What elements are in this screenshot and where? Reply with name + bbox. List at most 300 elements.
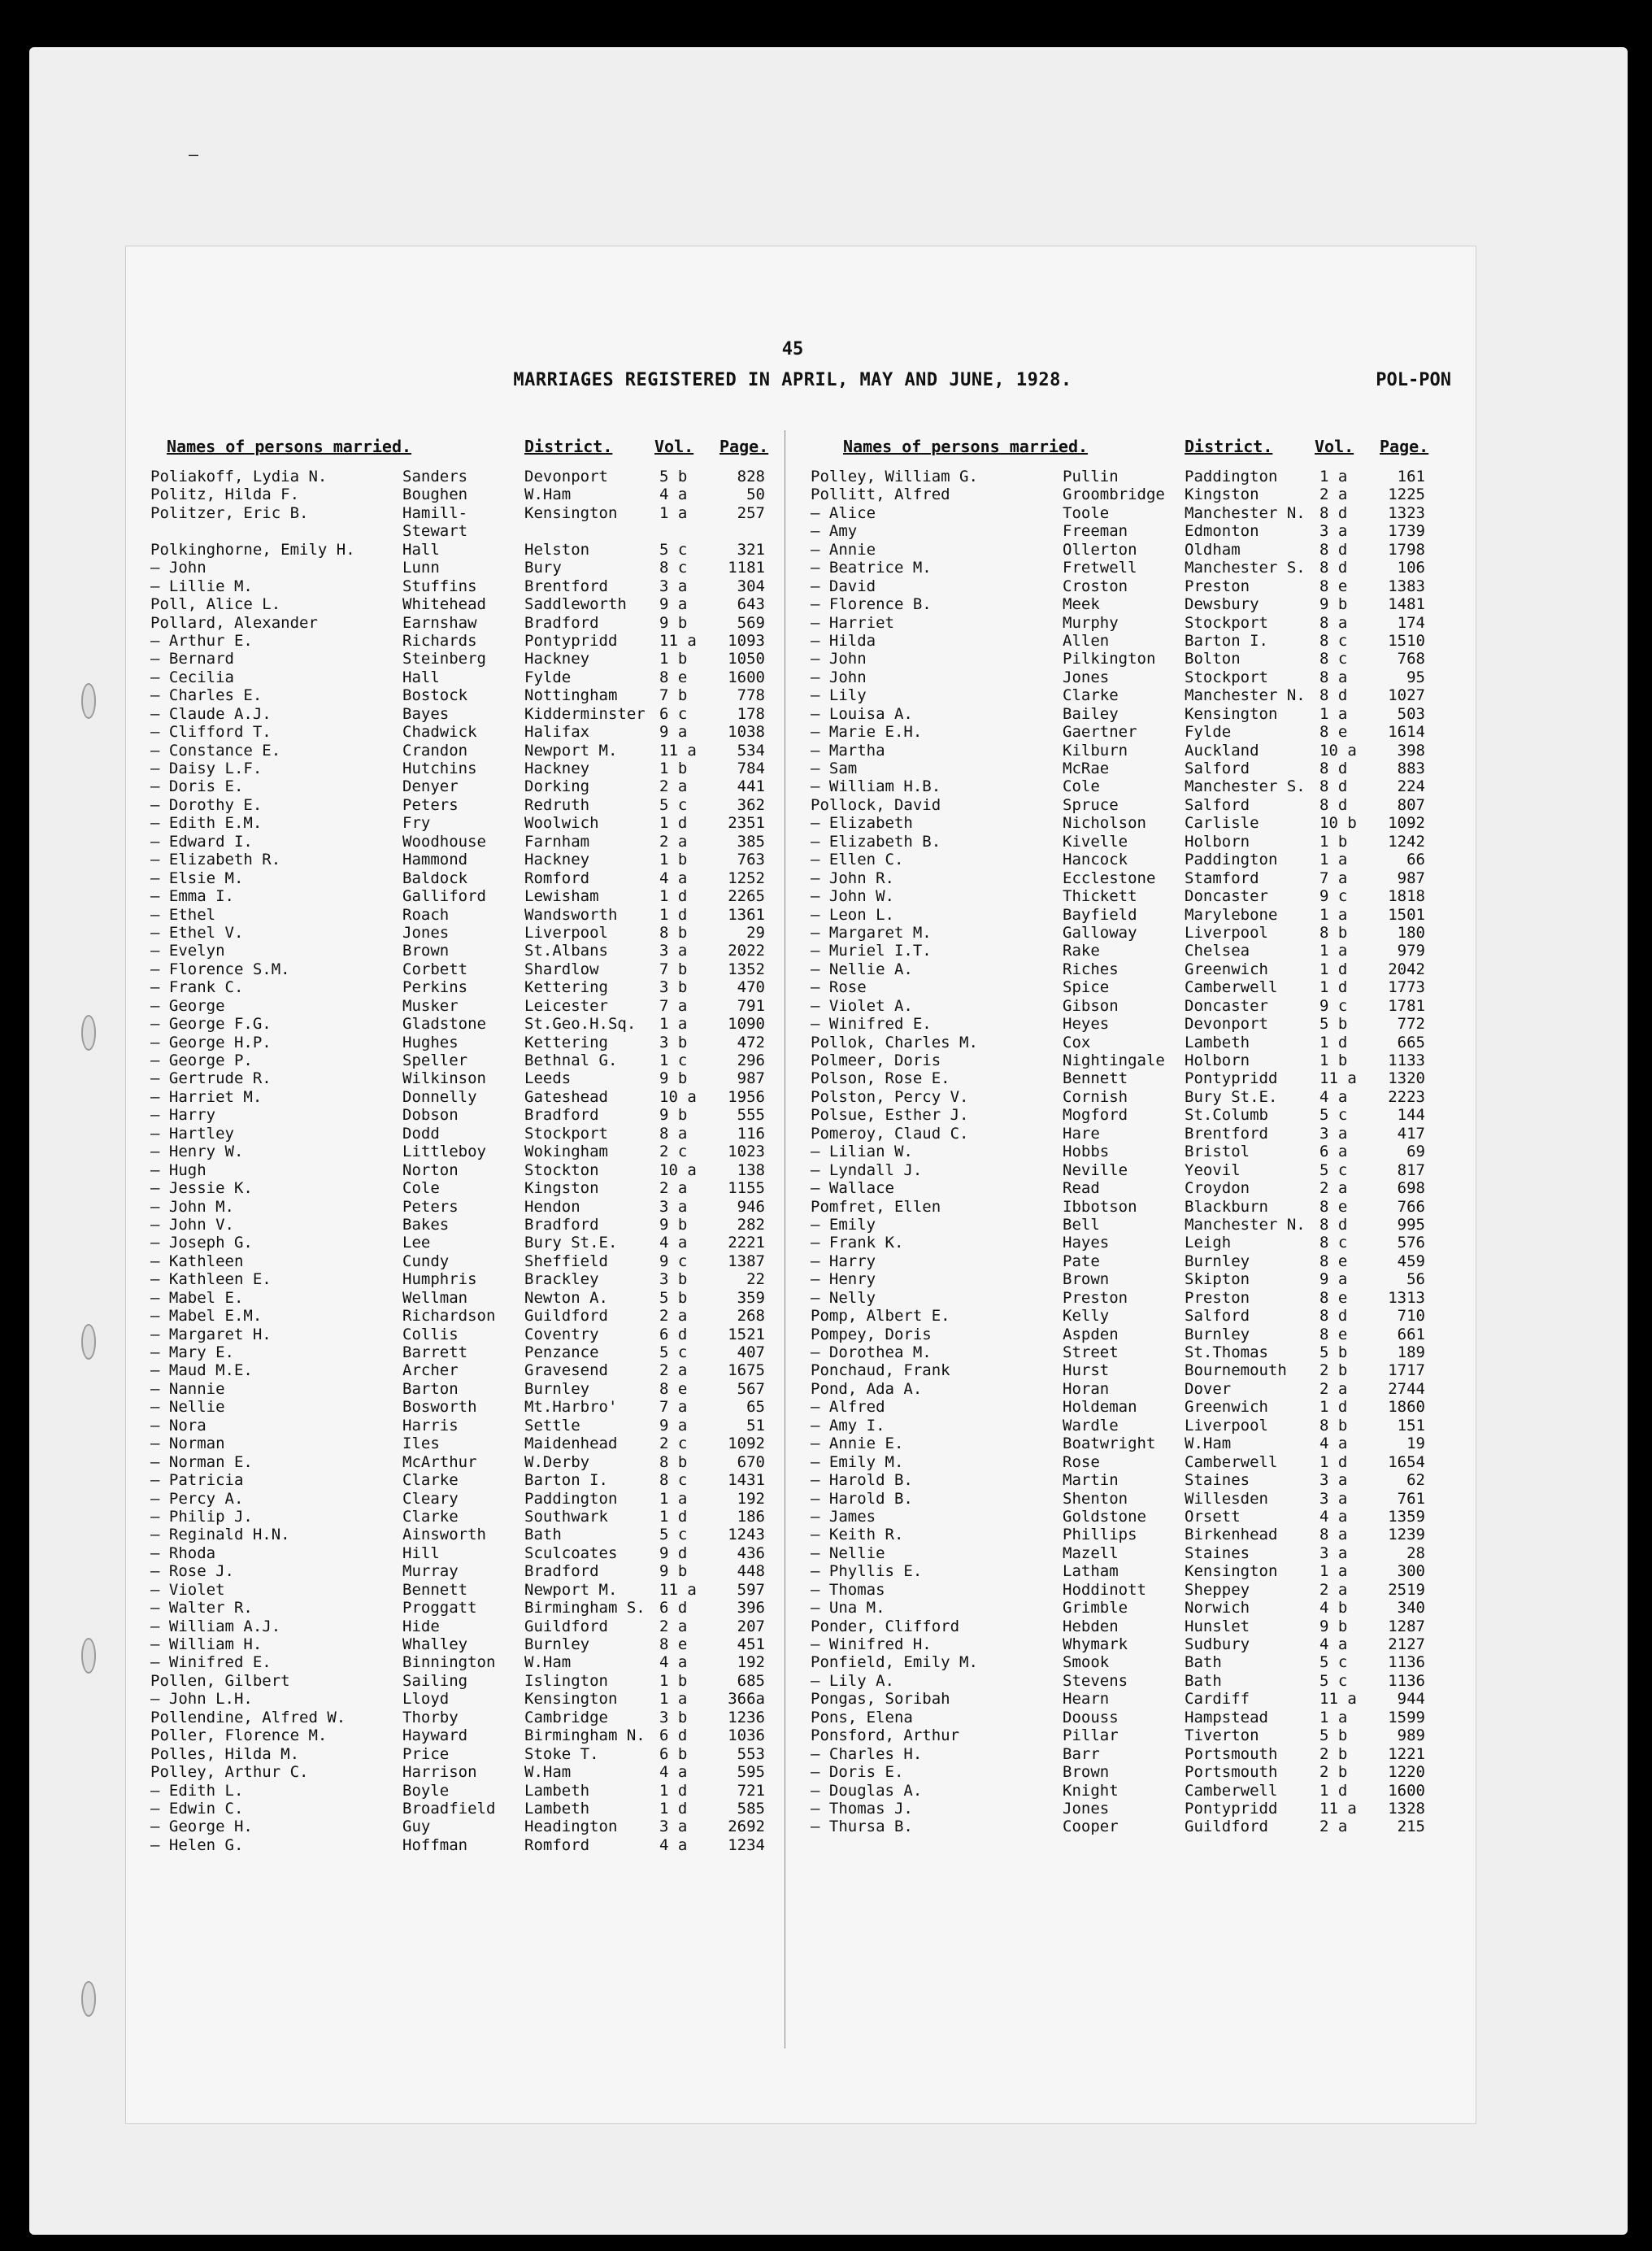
entry-page: 1181 <box>728 559 765 577</box>
entry-name: — Margaret M. <box>811 923 932 942</box>
entry-page: 987 <box>1397 869 1425 887</box>
entry-spouse-surname: Hayes <box>1063 1234 1110 1252</box>
register-entry <box>134 1745 785 1763</box>
entry-page: 2265 <box>728 887 765 906</box>
entry-district: Devonport <box>524 468 608 485</box>
entry-volume: 9 b <box>659 613 688 632</box>
entry-page: 362 <box>737 795 765 814</box>
entry-volume: 9 c <box>659 1252 688 1270</box>
entry-page: 161 <box>1397 468 1425 485</box>
entry-spouse-surname: Sailing <box>402 1671 468 1690</box>
entry-name: — Nelly <box>811 1288 876 1307</box>
entry-name: — Marie E.H. <box>811 723 923 742</box>
entry-name: — Lily <box>811 686 867 705</box>
entry-name: — Phyllis E. <box>811 1562 923 1581</box>
entry-volume: 8 c <box>1319 1234 1348 1252</box>
entry-spouse-surname: Neville <box>1063 1160 1128 1179</box>
entry-name: — John <box>150 559 206 577</box>
entry-page: 1481 <box>1388 595 1425 614</box>
entry-page: 366a <box>728 1690 765 1709</box>
entry-spouse-surname: Rose <box>1063 1452 1100 1471</box>
entry-district: Devonport <box>1185 1015 1268 1034</box>
register-entry <box>134 814 785 832</box>
register-entry <box>794 705 1445 723</box>
entry-district: Carlisle <box>1185 814 1259 833</box>
entry-spouse-surname: Croston <box>1063 577 1128 595</box>
register-entry <box>134 1307 785 1325</box>
entry-spouse-surname: Latham <box>1063 1562 1119 1581</box>
entry-page: 1313 <box>1388 1288 1425 1307</box>
entry-district: Dover <box>1185 1379 1232 1398</box>
entry-name: — William A.J. <box>150 1617 281 1635</box>
header-names: Names of persons married. <box>167 437 412 456</box>
entry-district: Bradford <box>524 1106 599 1125</box>
register-entry <box>794 1617 1445 1635</box>
entry-name: — Dorothy E. <box>150 795 263 814</box>
entry-spouse-surname: Smook <box>1063 1653 1110 1672</box>
entry-district: Bolton <box>1185 650 1241 668</box>
entry-page: 791 <box>737 996 765 1015</box>
entry-name: — Rose <box>811 978 867 997</box>
entry-volume: 2 b <box>1319 1763 1348 1782</box>
punch-hole <box>81 683 96 719</box>
entry-name: — Kathleen <box>150 1252 244 1270</box>
register-entry <box>134 1435 785 1452</box>
entry-page: 979 <box>1397 942 1425 960</box>
register-entry <box>134 997 785 1015</box>
entry-volume: 3 b <box>659 1270 688 1289</box>
entry-volume: 1 d <box>1319 1452 1348 1471</box>
entry-name: — Beatrice M. <box>811 559 932 577</box>
entry-spouse-surname: Clarke <box>402 1471 459 1490</box>
entry-name: — Philip J. <box>150 1507 253 1526</box>
entry-volume: 6 a <box>1319 1143 1348 1161</box>
entry-volume: 3 a <box>1319 1489 1348 1508</box>
entry-page: 1654 <box>1388 1452 1425 1471</box>
entry-district: Woolwich <box>524 814 599 833</box>
register-entry <box>134 1508 785 1526</box>
entry-district: Kingston <box>1185 485 1259 504</box>
entry-volume: 8 b <box>659 923 688 942</box>
entry-district: Holborn <box>1185 1051 1250 1069</box>
entry-page: 417 <box>1397 1124 1425 1143</box>
entry-volume: 1 a <box>1319 704 1348 723</box>
entry-name: — Doris E. <box>150 777 244 796</box>
entry-district: Paddington <box>524 1489 618 1508</box>
entry-spouse-surname: Dodd <box>402 1124 440 1143</box>
register-entry <box>134 632 785 650</box>
register-entry <box>134 1417 785 1435</box>
entry-district: Kensington <box>1185 704 1278 723</box>
entry-district: Sculcoates <box>524 1543 618 1562</box>
entry-name: — Emily M. <box>811 1452 904 1471</box>
entry-volume: 6 d <box>659 1599 688 1617</box>
entry-page: 321 <box>737 540 765 559</box>
entry-district: Hackney <box>524 851 590 869</box>
entry-page: 567 <box>737 1379 765 1398</box>
right-column <box>794 430 1445 1836</box>
entry-volume: 1 a <box>1319 942 1348 960</box>
entry-name: Ponsford, Arthur <box>811 1726 960 1745</box>
entry-spouse-surname: Harris <box>402 1416 459 1435</box>
entry-volume: 2 a <box>659 1617 688 1635</box>
entry-page: 1093 <box>728 631 765 650</box>
entry-name: — Norman E. <box>150 1452 253 1471</box>
entry-page: 50 <box>746 485 765 504</box>
register-entry <box>794 942 1445 960</box>
entry-volume: 2 b <box>1319 1744 1348 1763</box>
entry-district: Preston <box>1185 1288 1250 1307</box>
entry-volume: 1 d <box>659 1507 688 1526</box>
entry-name: Pomp, Albert E. <box>811 1307 950 1326</box>
register-entry <box>134 1179 785 1197</box>
entry-page: 2351 <box>728 814 765 833</box>
entry-page: 828 <box>737 468 765 485</box>
entry-page: 470 <box>737 978 765 997</box>
entry-district: Paddington <box>1185 468 1278 485</box>
entry-page: 340 <box>1397 1599 1425 1617</box>
register-entry <box>794 595 1445 613</box>
entry-name: — Emma I. <box>150 887 234 906</box>
entry-district: Lambeth <box>524 1799 590 1818</box>
entry-page: 665 <box>1397 1033 1425 1051</box>
entry-spouse-surname: Iles <box>402 1435 440 1453</box>
entry-district: Guildford <box>1185 1818 1268 1836</box>
entry-page: 300 <box>1397 1562 1425 1581</box>
register-entry <box>794 1672 1445 1690</box>
entry-name: Politz, Hilda F. <box>150 485 300 504</box>
entry-volume: 1 a <box>659 1489 688 1508</box>
entry-name: — John M. <box>150 1197 234 1216</box>
entry-district: Stockport <box>524 1124 608 1143</box>
entry-spouse-surname: Bailey <box>1063 704 1119 723</box>
entry-spouse-surname: Barton <box>402 1379 459 1398</box>
register-entry <box>134 614 785 632</box>
entry-spouse-surname: Doouss <box>1063 1708 1119 1726</box>
entry-page: 1501 <box>1388 905 1425 924</box>
entry-page: 597 <box>737 1580 765 1599</box>
entry-spouse-surname: Norton <box>402 1160 459 1179</box>
entry-page: 436 <box>737 1543 765 1562</box>
entry-page: 1717 <box>1388 1361 1425 1380</box>
entry-volume: 8 c <box>659 1471 688 1490</box>
entry-volume: 5 c <box>659 795 688 814</box>
register-entry <box>794 1453 1445 1471</box>
entry-district: Mt.Harbro' <box>524 1398 618 1417</box>
entry-district: Holborn <box>1185 832 1250 851</box>
register-entry <box>134 869 785 887</box>
entry-spouse-surname: Bennett <box>402 1580 468 1599</box>
entry-name: — Elsie M. <box>150 869 244 887</box>
entry-volume: 5 b <box>659 1288 688 1307</box>
entry-district: Brentford <box>1185 1124 1268 1143</box>
register-entry <box>794 1216 1445 1234</box>
entries-left <box>134 468 785 1854</box>
entry-volume: 10 b <box>1319 814 1357 833</box>
entry-page: 29 <box>746 923 765 942</box>
entry-page: 1221 <box>1388 1744 1425 1763</box>
entry-spouse-surname: Hide <box>402 1617 440 1635</box>
entry-spouse-surname: Wellman <box>402 1288 468 1307</box>
register-entry <box>134 1453 785 1471</box>
entry-spouse-surname: Gaertner <box>1063 723 1137 742</box>
entry-page: 2519 <box>1388 1580 1425 1599</box>
entry-spouse-surname: Corbett <box>402 960 468 978</box>
entry-volume: 1 d <box>1319 978 1348 997</box>
entry-page: 1352 <box>728 960 765 978</box>
entry-volume: 5 b <box>659 468 688 485</box>
entry-volume: 5 c <box>659 1343 688 1361</box>
entry-district: St.Albans <box>524 942 608 960</box>
register-entry <box>794 887 1445 905</box>
entry-district: Liverpool <box>1185 1416 1268 1435</box>
entry-volume: 8 e <box>1319 1325 1348 1343</box>
register-entry <box>794 1763 1445 1781</box>
entry-page: 2042 <box>1388 960 1425 978</box>
entry-district: Salford <box>1185 760 1250 777</box>
entry-spouse-surname: Ainsworth <box>402 1526 486 1544</box>
entry-volume: 1 d <box>659 887 688 906</box>
entry-name: — George H.P. <box>150 1033 272 1051</box>
entry-volume: 1 d <box>1319 1398 1348 1417</box>
entry-spouse-surname: Bayes <box>402 704 450 723</box>
entry-district: Wokingham <box>524 1143 608 1161</box>
entry-spouse-surname: Steinberg <box>402 650 486 668</box>
entry-district: Stockton <box>524 1160 599 1179</box>
entry-spouse-surname: Bell <box>1063 1215 1100 1234</box>
register-entry <box>134 1343 785 1361</box>
entry-spouse-surname: Lee <box>402 1234 431 1252</box>
entry-spouse-surname: Groombridge <box>1063 485 1165 504</box>
register-entry <box>794 522 1445 540</box>
entry-name: — Florence B. <box>811 595 932 614</box>
entry-district: Newton A. <box>524 1288 608 1307</box>
entry-name: — George H. <box>150 1818 253 1836</box>
entry-district: Bournemouth <box>1185 1361 1287 1380</box>
entry-page: 19 <box>1406 1435 1425 1453</box>
entry-volume: 8 d <box>1319 1307 1348 1326</box>
entry-spouse-surname: Hamill- <box>402 503 468 522</box>
entry-page: 282 <box>737 1215 765 1234</box>
entry-page: 1036 <box>728 1726 765 1745</box>
entry-name: — Helen G. <box>150 1835 244 1854</box>
register-entry <box>134 1782 785 1800</box>
entry-district: Penzance <box>524 1343 599 1361</box>
entry-volume: 9 b <box>1319 595 1348 614</box>
entry-name: — Ethel V. <box>150 923 244 942</box>
entry-name: — Evelyn <box>150 942 225 960</box>
entry-district: Cambridge <box>524 1708 608 1726</box>
entry-page: 569 <box>737 613 765 632</box>
register-entry <box>134 723 785 741</box>
entry-name: — John R. <box>811 869 894 887</box>
entry-name: — Annie E. <box>811 1435 904 1453</box>
entry-district: Settle <box>524 1416 580 1435</box>
entry-spouse-surname: Baldock <box>402 869 468 887</box>
entry-page: 1860 <box>1388 1398 1425 1417</box>
entry-spouse-surname: Stevens <box>1063 1671 1128 1690</box>
entry-spouse-surname: Jones <box>402 923 450 942</box>
entry-name: — Sam <box>811 760 858 777</box>
entry-page: 1323 <box>1388 503 1425 522</box>
entry-spouse-surname: Nightingale <box>1063 1051 1165 1069</box>
entry-page: 807 <box>1397 795 1425 814</box>
entry-name: — George <box>150 996 225 1015</box>
entry-volume: 8 d <box>1319 795 1348 814</box>
entry-name: Polkinghorne, Emily H. <box>150 540 355 559</box>
register-entry <box>794 1198 1445 1216</box>
entry-name: — Lilian W. <box>811 1143 913 1161</box>
entry-name: — Douglas A. <box>811 1781 923 1800</box>
register-entry <box>134 1326 785 1343</box>
entry-volume: 3 a <box>1319 1471 1348 1490</box>
register-entry <box>794 1125 1445 1143</box>
entry-spouse-surname: Galloway <box>1063 923 1137 942</box>
entry-page: 1359 <box>1388 1507 1425 1526</box>
entry-page: 995 <box>1397 1215 1425 1234</box>
entry-spouse-surname: Ollerton <box>1063 540 1137 559</box>
entry-page: 385 <box>737 832 765 851</box>
register-entry <box>134 650 785 668</box>
entry-page: 178 <box>737 704 765 723</box>
entry-district: Manchester N. <box>1185 503 1306 522</box>
register-entry <box>134 1635 785 1653</box>
entry-volume: 2 a <box>659 1179 688 1198</box>
entry-spouse-surname: Clarke <box>1063 686 1119 705</box>
entry-name: — Patricia <box>150 1471 244 1490</box>
entry-page: 1383 <box>1388 577 1425 595</box>
entry-district: Bradford <box>524 1562 599 1581</box>
entry-spouse-surname: Pilkington <box>1063 650 1156 668</box>
entry-name: — Thomas J. <box>811 1799 913 1818</box>
register-entry <box>794 1818 1445 1835</box>
entry-page: 95 <box>1406 668 1425 686</box>
entry-district: Islington <box>524 1671 608 1690</box>
entry-name: — Henry <box>811 1270 876 1289</box>
entry-name: — Martha <box>811 741 885 760</box>
register-entry <box>134 1161 785 1179</box>
entry-name: Ponchaud, Frank <box>811 1361 950 1380</box>
entry-page: 144 <box>1397 1106 1425 1125</box>
entry-spouse-surname: Cox <box>1063 1033 1091 1051</box>
scanned-sheet <box>29 47 1628 2235</box>
entry-volume: 5 b <box>1319 1343 1348 1361</box>
register-entry <box>134 942 785 960</box>
entry-page: 174 <box>1397 613 1425 632</box>
register-entry <box>134 1361 785 1379</box>
entry-page: 451 <box>737 1635 765 1653</box>
register-entry <box>134 742 785 760</box>
entry-spouse-surname: Cole <box>402 1179 440 1198</box>
entry-district: Willesden <box>1185 1489 1268 1508</box>
register-entry <box>794 1599 1445 1617</box>
entry-volume: 8 d <box>1319 503 1348 522</box>
entry-district: Cardiff <box>1185 1690 1250 1709</box>
entry-name: — Lily A. <box>811 1671 894 1690</box>
entry-district: Camberwell <box>1185 978 1278 997</box>
entry-volume: 3 b <box>659 1708 688 1726</box>
entry-spouse-surname: Bostock <box>402 686 468 705</box>
entry-district: Burnley <box>524 1635 590 1653</box>
entry-volume: 8 c <box>1319 631 1348 650</box>
entry-page: 180 <box>1397 923 1425 942</box>
punch-hole <box>81 1981 96 2017</box>
entry-district: Redruth <box>524 795 590 814</box>
register-entry <box>134 1106 785 1124</box>
entry-spouse-surname: Grimble <box>1063 1599 1128 1617</box>
entry-district: Coventry <box>524 1325 599 1343</box>
entry-name: — Mabel E. <box>150 1288 244 1307</box>
entry-page: 987 <box>737 1069 765 1088</box>
entry-page: 65 <box>746 1398 765 1417</box>
entry-volume: 3 a <box>1319 1543 1348 1562</box>
entry-spouse-surname: Hoddinott <box>1063 1580 1146 1599</box>
punch-hole <box>81 1015 96 1051</box>
entry-name: — Lyndall J. <box>811 1160 923 1179</box>
entry-district: Sheffield <box>524 1252 608 1270</box>
entry-name: — Violet <box>150 1580 225 1599</box>
register-entry <box>134 960 785 978</box>
register-entry <box>794 1343 1445 1361</box>
entry-district: Shardlow <box>524 960 599 978</box>
entry-district: Pontypridd <box>1185 1799 1278 1818</box>
entry-district: Blackburn <box>1185 1197 1268 1216</box>
entry-page: 1243 <box>728 1526 765 1544</box>
entry-page: 1242 <box>1388 832 1425 851</box>
entry-district: Stockport <box>1185 613 1268 632</box>
entry-spouse-surname: Bennett <box>1063 1069 1128 1088</box>
entry-spouse-surname: Cundy <box>402 1252 450 1270</box>
entry-spouse-surname: Boyle <box>402 1781 450 1800</box>
punch-hole <box>81 1324 96 1360</box>
entry-district: Bury <box>524 559 562 577</box>
entry-volume: 7 b <box>659 960 688 978</box>
entry-district: Burnley <box>524 1379 590 1398</box>
register-entry <box>794 833 1445 851</box>
entry-page: 51 <box>746 1416 765 1435</box>
entry-district: Kettering <box>524 978 608 997</box>
entry-page: 661 <box>1397 1325 1425 1343</box>
register-entry <box>794 668 1445 686</box>
entry-spouse-surname: Horan <box>1063 1379 1110 1398</box>
entry-name: — John L.H. <box>150 1690 253 1709</box>
entry-name: — Rose J. <box>150 1562 234 1581</box>
pen-mark: — <box>189 145 199 164</box>
entry-district: Brentford <box>524 577 608 595</box>
entry-name: — Ethel <box>150 905 216 924</box>
entry-district: Camberwell <box>1185 1452 1278 1471</box>
register-entry <box>134 595 785 613</box>
entry-name: — Walter R. <box>150 1599 253 1617</box>
entry-district: Kettering <box>524 1033 608 1051</box>
entry-volume: 3 a <box>659 942 688 960</box>
entry-volume: 2 a <box>659 832 688 851</box>
entry-volume: 2 c <box>659 1143 688 1161</box>
entry-page: 946 <box>737 1197 765 1216</box>
entry-name: — Louisa A. <box>811 704 913 723</box>
entry-spouse-surname: Cleary <box>402 1489 459 1508</box>
register-entry <box>794 1562 1445 1580</box>
register-entry <box>134 760 785 777</box>
register-entry <box>134 1800 785 1818</box>
entry-spouse-surname: Hobbs <box>1063 1143 1110 1161</box>
entry-district: Bath <box>524 1526 562 1544</box>
entry-volume: 1 d <box>659 905 688 924</box>
entry-spouse-surname: Barr <box>1063 1744 1100 1763</box>
entry-name: — Margaret H. <box>150 1325 272 1343</box>
register-entry <box>134 1672 785 1690</box>
entry-spouse-surname: Hancock <box>1063 851 1128 869</box>
